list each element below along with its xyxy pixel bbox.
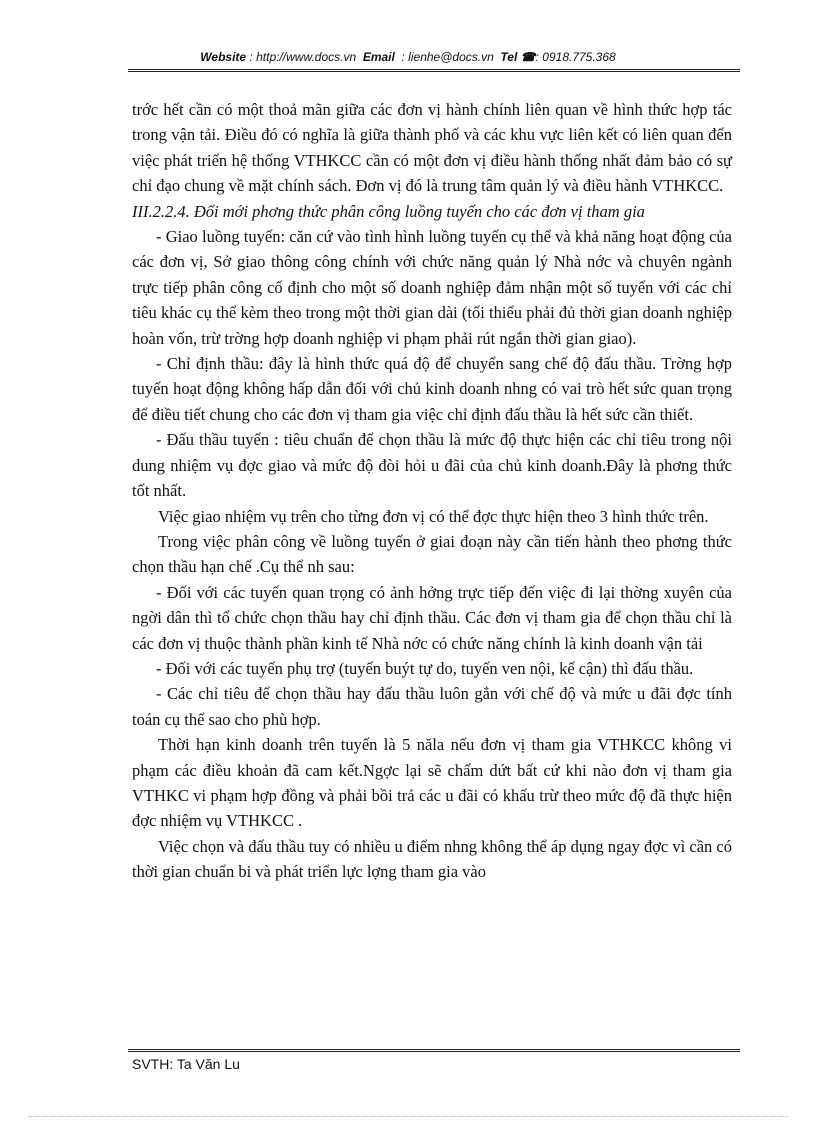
paragraph: trớc hết cần có một thoả mãn giữa các đơn vị hành chính liên quan về hình thức hợp tác trong vận tải. Điều đó có nghĩa là giữa thành phố và các khu vực liên kết có liên quan đến việc phát triển hệ thống VTHKCC cần có một đơn vị điều hành thống nhất đảm bảo có sự chỉ đạo chung về mặt chính sách. Đơn vị đó là trung tâm quản lý và điều hành VTHKCC. bbox=[132, 100, 732, 196]
paragraph: Việc chọn và đấu thầu tuy có nhiều u điểm nhng không thể áp dụng ngay đợc vì cần có thời gian chuẩn bi và phát triển lực lợng tham gia vào bbox=[132, 836, 732, 882]
website-label: Website bbox=[200, 50, 247, 64]
section-heading: III.2.2.4. Đổi mới phơng thức phân công luồng tuyến cho các đơn vị tham gia bbox=[132, 201, 645, 221]
website-value: : http://www.docs.vn bbox=[249, 50, 357, 64]
page-header bbox=[0, 50, 816, 64]
email-label: Email bbox=[362, 50, 395, 64]
paragraph: - Đối với các tuyến phụ trợ (tuyến buýt tự do, tuyến ven nội, kế cận) thì đấu thầu. bbox=[156, 658, 694, 678]
paragraph: - Đấu thầu tuyến : tiêu chuẩn để chọn thầu là mức độ thực hiện các chỉ tiêu trong nội dung nhiệm vụ đợc giao và mức độ đòi hỏi u đãi của chủ kinh doanh.Đây là phơng thức tốt nhất. bbox=[132, 430, 732, 501]
document-body bbox=[132, 97, 732, 885]
footer-author: SVTH: Ta Văn Lu bbox=[132, 1056, 240, 1072]
tel-label: Tel bbox=[500, 50, 518, 64]
paragraph: Trong việc phân công về luồng tuyến ở giai đoạn này cần tiến hành theo phơng thức chọn thầu hạn chế .Cụ thể nh sau: bbox=[132, 531, 732, 577]
phone-icon: ☎ bbox=[520, 50, 536, 64]
paragraph: - Đối với các tuyến quan trọng có ảnh hởng trực tiếp đến việc đi lại thờng xuyên của ngời dân thì tổ chức chọn thầu hay chỉ định thầu. Các đơn vị tham gia để chọn thầu chỉ là các đơn vị thuộc thành phần kinh tế Nhà nớc có chức năng chính là kinh doanh vận tải bbox=[132, 582, 732, 653]
paragraph: - Các chỉ tiêu để chọn thầu hay đấu thầu luôn gắn với chế độ và mức u đãi đợc tính toán cụ thể sao cho phù hợp. bbox=[132, 684, 732, 729]
paragraph: - Chỉ định thầu: đây là hình thức quá độ để chuyển sang chế độ đấu thầu. Trờng hợp tuyến hoạt động không hấp dẫn đối với chủ kinh doanh nhng có vai trò hết sức quan trọng để điều tiết chung cho các đơn vị tham gia việc chỉ định đấu thầu là hết sức cần thiết. bbox=[132, 354, 732, 424]
tel-value: : 0918.775.368 bbox=[535, 50, 616, 64]
header-divider bbox=[128, 69, 740, 72]
page-bottom-border bbox=[28, 1116, 788, 1117]
paragraph: Thời hạn kinh doanh trên tuyến là 5 năla nếu đơn vị tham gia VTHKCC không vi phạm các điều khoản đã cam kết.Ngợc lại sẽ chấm dứt bất cứ khi nào đơn vị tham gia VTHKC vi phạm hợp đồng và phải bồi trả các u đãi có khấu trừ theo mức độ đã thực hiện đợc nhiệm vụ VTHKCC . bbox=[132, 735, 732, 831]
paragraph: Việc giao nhiệm vụ trên cho từng đơn vị có thể đợc thực hiện theo 3 hình thức trên. bbox=[158, 506, 709, 526]
paragraph: - Giao luồng tuyến: căn cứ vào tình hình luồng tuyến cụ thể và khả năng hoạt động của các đơn vị, Sở giao thông công chính với chức năng quản lý Nhà nớc và chuyên ngành trực tiếp phân công cố định cho một số doanh nghiệp đảm nhận một số tuyến với các chỉ tiêu khác cụ thể kèm theo trong một thời gian dài (tối thiểu phải đủ thời gian doanh nghiệp hoàn vốn, trừ trờng hợp doanh nghiệp vi phạm phải rút ngắn thời gian giao). bbox=[132, 227, 732, 348]
footer-divider bbox=[128, 1049, 740, 1052]
email-value: : lienhe@docs.vn bbox=[401, 50, 494, 64]
